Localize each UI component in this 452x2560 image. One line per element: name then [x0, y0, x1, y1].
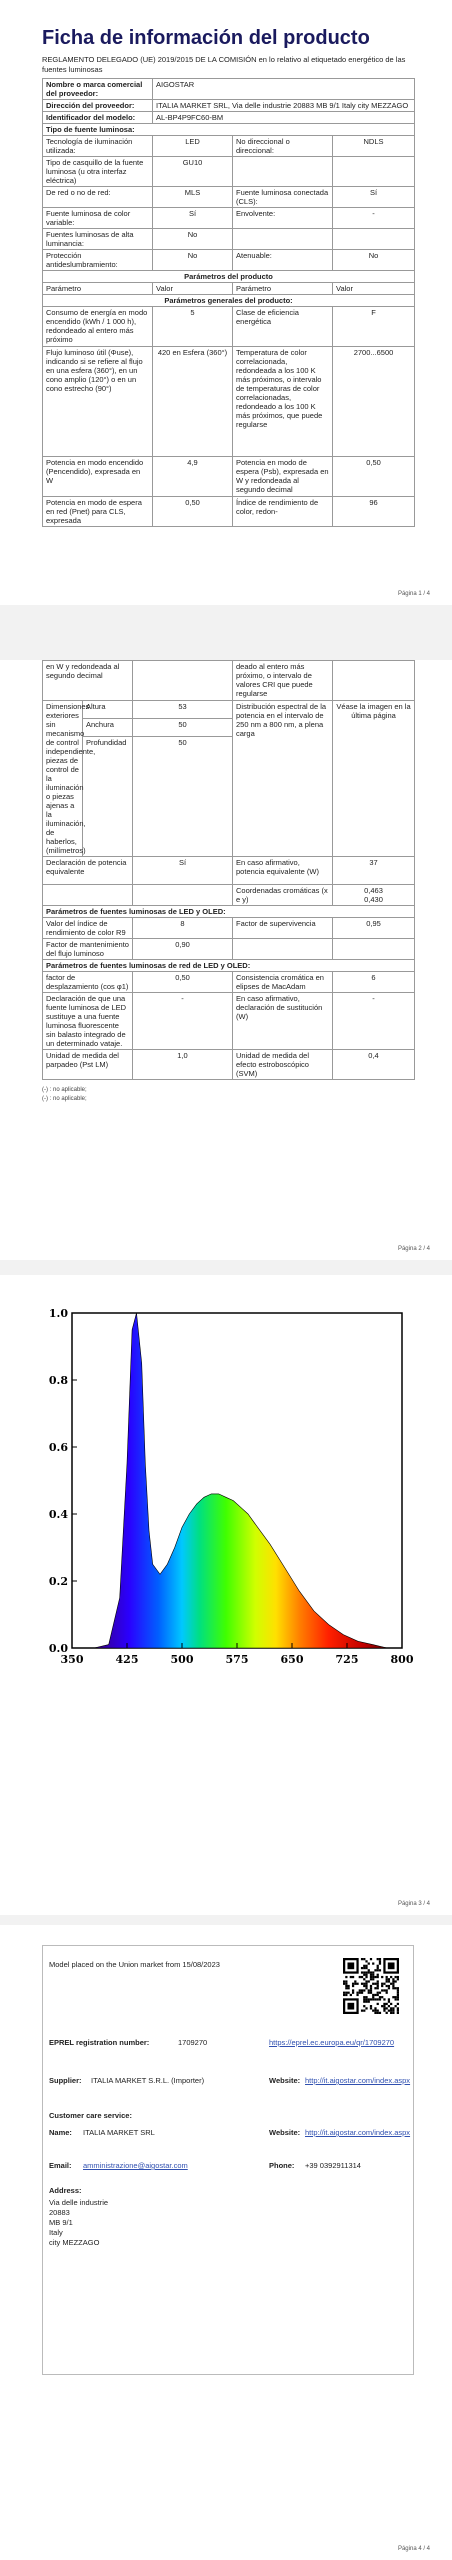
x-tick-label: 725: [335, 1653, 359, 1666]
table-cell: Fuente luminosa conectada (CLS):: [233, 187, 333, 208]
table-cell: 0,4: [333, 1050, 415, 1080]
table-cell: Sí: [333, 187, 415, 208]
page-4: [0, 1925, 452, 2560]
table-cell: 5: [153, 307, 233, 347]
section-heading: Parámetros de fuentes luminosas de red de LED y OLED:: [43, 960, 415, 972]
table-row: [43, 295, 415, 307]
placed-on-market: Model placed on the Union market from 15/08/2023: [49, 1960, 220, 1969]
address-line: 20883: [49, 2208, 70, 2217]
page-1: [0, 0, 452, 605]
table-cell: 0,90: [133, 939, 233, 960]
table-cell: Potencia en modo de espera en red (Pnet) para CLS, expresada: [43, 497, 153, 527]
column-header: Valor: [153, 283, 233, 295]
table-cell: Sí: [133, 857, 233, 885]
table-cell: [333, 939, 415, 960]
table-cell: Valor del índice de rendimiento de color R9: [43, 918, 133, 939]
table-row: [43, 701, 415, 719]
address-line: Italy: [49, 2228, 63, 2237]
table-cell: Consumo de energía en modo encendido (kWh / 1 000 h), redondeado al entero más próximo: [43, 307, 153, 347]
eprel-link[interactable]: https://eprel.ec.europa.eu/qr/1709270: [269, 2038, 395, 2047]
table-cell: 0,50: [333, 457, 415, 497]
table-cell: Dimensiones exteriores sin mecanismo de control independiente, piezas de control de la iluminación o piezas ajenas a la iluminación, de haberlos, (milímetros): [43, 701, 83, 857]
dim-value: 53: [133, 701, 233, 719]
spectral-chart-svg: [42, 1305, 412, 1685]
table-cell: En caso afirmativo, declaración de sustitución (W): [233, 993, 333, 1050]
x-tick-label: 575: [225, 1653, 249, 1666]
table-row: [43, 187, 415, 208]
table-row: [43, 661, 415, 701]
website-link-2[interactable]: http://it.aigostar.com/index.aspx: [305, 2128, 411, 2137]
table-cell: 0,463 0,430: [333, 885, 415, 906]
address-block: [49, 2198, 108, 2248]
table-row: [43, 1050, 415, 1080]
x-tick-label: 800: [390, 1653, 414, 1666]
table-cell: Coordenadas cromáticas (x e y): [233, 885, 333, 906]
table-row: [43, 347, 415, 457]
dim-value: 50: [133, 737, 233, 857]
table-cell: Potencia en modo encendido (Pencendido), expresada en W: [43, 457, 153, 497]
section-heading: Parámetros generales del producto:: [43, 295, 415, 307]
note: (-) : no aplicable;: [42, 1096, 87, 1102]
supplier-value: ITALIA MARKET S.R.L. (Importer): [91, 2076, 205, 2085]
table-cell: [133, 661, 233, 701]
customer-care-heading: Customer care service:: [49, 2111, 132, 2120]
table-row: [43, 271, 415, 283]
y-tick-label: 0.8: [48, 1374, 68, 1387]
table-cell: [333, 229, 415, 250]
name-value: ITALIA MARKET SRL: [83, 2128, 155, 2137]
table-cell: En caso afirmativo, potencia equivalente (W): [233, 857, 333, 885]
table-row: [43, 918, 415, 939]
table-cell: Protección antideslumbramiento:: [43, 250, 153, 271]
table-cell: 420 en Esfera (360°): [153, 347, 233, 457]
table-cell: No: [333, 250, 415, 271]
phone-label: Phone:: [269, 2161, 295, 2170]
spectral-chart: [42, 1305, 412, 1685]
table-cell: Fuentes luminosas de alta luminancia:: [43, 229, 153, 250]
address-label: Address:: [49, 2186, 82, 2195]
table-cell: 6: [333, 972, 415, 993]
header-value: AL-BP4P9FC60-BM: [153, 112, 415, 124]
table-cell: [233, 939, 333, 960]
page-number: Página 1 / 4: [397, 591, 430, 597]
website-label: Website:: [269, 2076, 301, 2085]
supplier-label: Supplier:: [49, 2076, 82, 2085]
table-cell: Atenuable:: [233, 250, 333, 271]
table-cell: Unidad de medida del efecto estroboscópico (SVM): [233, 1050, 333, 1080]
column-header: Parámetro: [43, 283, 153, 295]
table-row: [43, 283, 415, 295]
eprel-card: [42, 1945, 414, 2375]
table-cell: No: [153, 229, 233, 250]
qr-code-icon[interactable]: [343, 1958, 399, 2014]
table-cell: -: [333, 993, 415, 1050]
table-cell: No direccional o direccional:: [233, 136, 333, 157]
table-cell: Unidad de medida del parpadeo (Pst LM): [43, 1050, 133, 1080]
table-cell: deado al entero más próximo, o intervalo de valores CRI que puede regularse: [233, 661, 333, 701]
table-cell: 37: [333, 857, 415, 885]
table-row: [43, 208, 415, 229]
table-cell: 0,50: [153, 497, 233, 527]
column-header: Parámetro: [233, 283, 333, 295]
website-link[interactable]: http://it.aigostar.com/index.aspx: [305, 2076, 411, 2085]
table-cell: Factor de mantenimiento del flujo luminoso: [43, 939, 133, 960]
table-cell: Índice de rendimiento de color, redon-: [233, 497, 333, 527]
header-value: ITALIA MARKET SRL, Via delle industrie 20883 MB 9/1 Italy city MEZZAGO: [153, 100, 415, 112]
table-cell: [333, 157, 415, 187]
table-cell: No: [153, 250, 233, 271]
website-label-2: Website:: [269, 2128, 301, 2137]
dim-label: Anchura: [83, 719, 133, 737]
table-cell: 4,9: [153, 457, 233, 497]
product-info-table: [42, 78, 415, 527]
table-cell: Potencia en modo de espera (Psb), expresada en W y redondeada al segundo decimal: [233, 457, 333, 497]
table-row: [43, 906, 415, 918]
table-row: [43, 229, 415, 250]
header-label: Identificador del modelo:: [43, 112, 153, 124]
x-tick-label: 650: [280, 1653, 304, 1666]
table-cell: -: [333, 208, 415, 229]
table-row: [43, 960, 415, 972]
table-cell: Factor de supervivencia: [233, 918, 333, 939]
email-label: Email:: [49, 2161, 72, 2170]
table-row: [43, 457, 415, 497]
table-row: [43, 857, 415, 885]
table-cell: Véase la imagen en la última página: [333, 701, 415, 857]
table-cell: [233, 157, 333, 187]
table-row: [43, 993, 415, 1050]
y-tick-label: 0.6: [48, 1441, 68, 1454]
table-cell: LED: [153, 136, 233, 157]
column-header: Valor: [333, 283, 415, 295]
header-value: AIGOSTAR: [153, 79, 415, 100]
page-number: Página 2 / 4: [397, 1246, 430, 1252]
table-cell: Declaración de que una fuente luminosa de LED sustituye a una fuente luminosa fluorescente sin balasto integrado de un determinado vataje.: [43, 993, 133, 1050]
table-cell: 8: [133, 918, 233, 939]
header-label: Dirección del proveedor:: [43, 100, 153, 112]
table-cell: [333, 661, 415, 701]
table-row: [43, 972, 415, 993]
table-cell: 1,0: [133, 1050, 233, 1080]
table-cell: Temperatura de color correlacionada, redondeada a los 100 K más próximos, o intervalo de temperaturas de color correlacionadas, redondeado a los 100 K más próximos, que puede regularse: [233, 347, 333, 457]
table-cell: Envolvente:: [233, 208, 333, 229]
table-cell: MLS: [153, 187, 233, 208]
table-row: [43, 885, 415, 906]
phone-value: +39 0392911314: [305, 2161, 361, 2170]
table-cell: 0,50: [133, 972, 233, 993]
page-number: Página 4 / 4: [397, 2546, 430, 2552]
y-tick-label: 0.4: [48, 1508, 68, 1521]
y-tick-label: 0.0: [48, 1642, 68, 1655]
header-label: Nombre o marca comercial del proveedor:: [43, 79, 153, 100]
note: (-) : no aplicable;: [42, 1087, 87, 1093]
table-cell: [233, 229, 333, 250]
regulation-text: REGLAMENTO DELEGADO (UE) 2019/2015 DE LA COMISIÓN en lo relativo al etiquetado energético de las fuentes luminosas: [42, 55, 406, 74]
table-cell: 0,95: [333, 918, 415, 939]
page-3: [0, 1275, 452, 1915]
table-cell: en W y redondeada al segundo decimal: [43, 661, 133, 701]
table-row: [43, 136, 415, 157]
y-tick-label: 0.2: [48, 1575, 68, 1588]
table-cell: Sí: [153, 208, 233, 229]
eprel-reg-label: EPREL registration number:: [49, 2038, 150, 2047]
table-row: [43, 307, 415, 347]
table-cell: 2700...6500: [333, 347, 415, 457]
table-row: [43, 112, 415, 124]
table-cell: NDLS: [333, 136, 415, 157]
table-cell: F: [333, 307, 415, 347]
table-row: [43, 100, 415, 112]
table-cell: [43, 885, 133, 906]
table-cell: Tipo de casquillo de la fuente luminosa (u otra interfaz eléctrica): [43, 157, 153, 187]
table-row: [43, 157, 415, 187]
x-tick-label: 425: [115, 1653, 139, 1666]
table-cell: Tecnología de iluminación utilizada:: [43, 136, 153, 157]
x-tick-label: 500: [170, 1653, 194, 1666]
table-cell: 96: [333, 497, 415, 527]
table-cell: De red o no de red:: [43, 187, 153, 208]
table-cell: [133, 885, 233, 906]
table-cell: -: [133, 993, 233, 1050]
table-cell: GU10: [153, 157, 233, 187]
product-info-table-cont: [42, 660, 415, 1080]
table-cell: Flujo luminoso útil (Φuse), indicando si se refiere al flujo en una esfera (360°), en un cono amplio (120°) o en un cono estrecho (90°): [43, 347, 153, 457]
dim-label: Altura: [83, 701, 133, 719]
page-2: [0, 660, 452, 1260]
dim-value: 50: [133, 719, 233, 737]
table-cell: Fuente luminosa de color variable:: [43, 208, 153, 229]
table-cell: Clase de eficiencia energética: [233, 307, 333, 347]
table-cell: Declaración de potencia equivalente: [43, 857, 133, 885]
table-cell: Consistencia cromática en elipses de MacAdam: [233, 972, 333, 993]
y-tick-label: 1.0: [48, 1307, 68, 1320]
table-row: [43, 79, 415, 100]
notes: [42, 1086, 87, 1104]
dim-label: Profundidad: [83, 737, 133, 857]
page-number: Página 3 / 4: [397, 1901, 430, 1907]
name-label: Name:: [49, 2128, 72, 2137]
doc-title: Ficha de información del producto: [42, 27, 370, 49]
table-row: [43, 250, 415, 271]
address-line: MB 9/1: [49, 2218, 73, 2227]
address-line: city MEZZAGO: [49, 2238, 100, 2247]
table-row: [43, 497, 415, 527]
section-heading: Tipo de fuente luminosa:: [43, 124, 415, 136]
table-cell: Distribución espectral de la potencia en el intervalo de 250 nm a 800 nm, a plena carga: [233, 701, 333, 857]
table-row: [43, 939, 415, 960]
x-tick-label: 350: [60, 1653, 84, 1666]
address-line: Via delle industrie: [49, 2198, 109, 2207]
eprel-reg-value: 1709270: [178, 2038, 208, 2047]
table-row: [43, 124, 415, 136]
table-cell: factor de desplazamiento (cos φ1): [43, 972, 133, 993]
section-heading: Parámetros del producto: [43, 271, 415, 283]
section-heading: Parámetros de fuentes luminosas de LED y OLED:: [43, 906, 415, 918]
email-link[interactable]: amministrazione@aigostar.com: [83, 2161, 188, 2170]
